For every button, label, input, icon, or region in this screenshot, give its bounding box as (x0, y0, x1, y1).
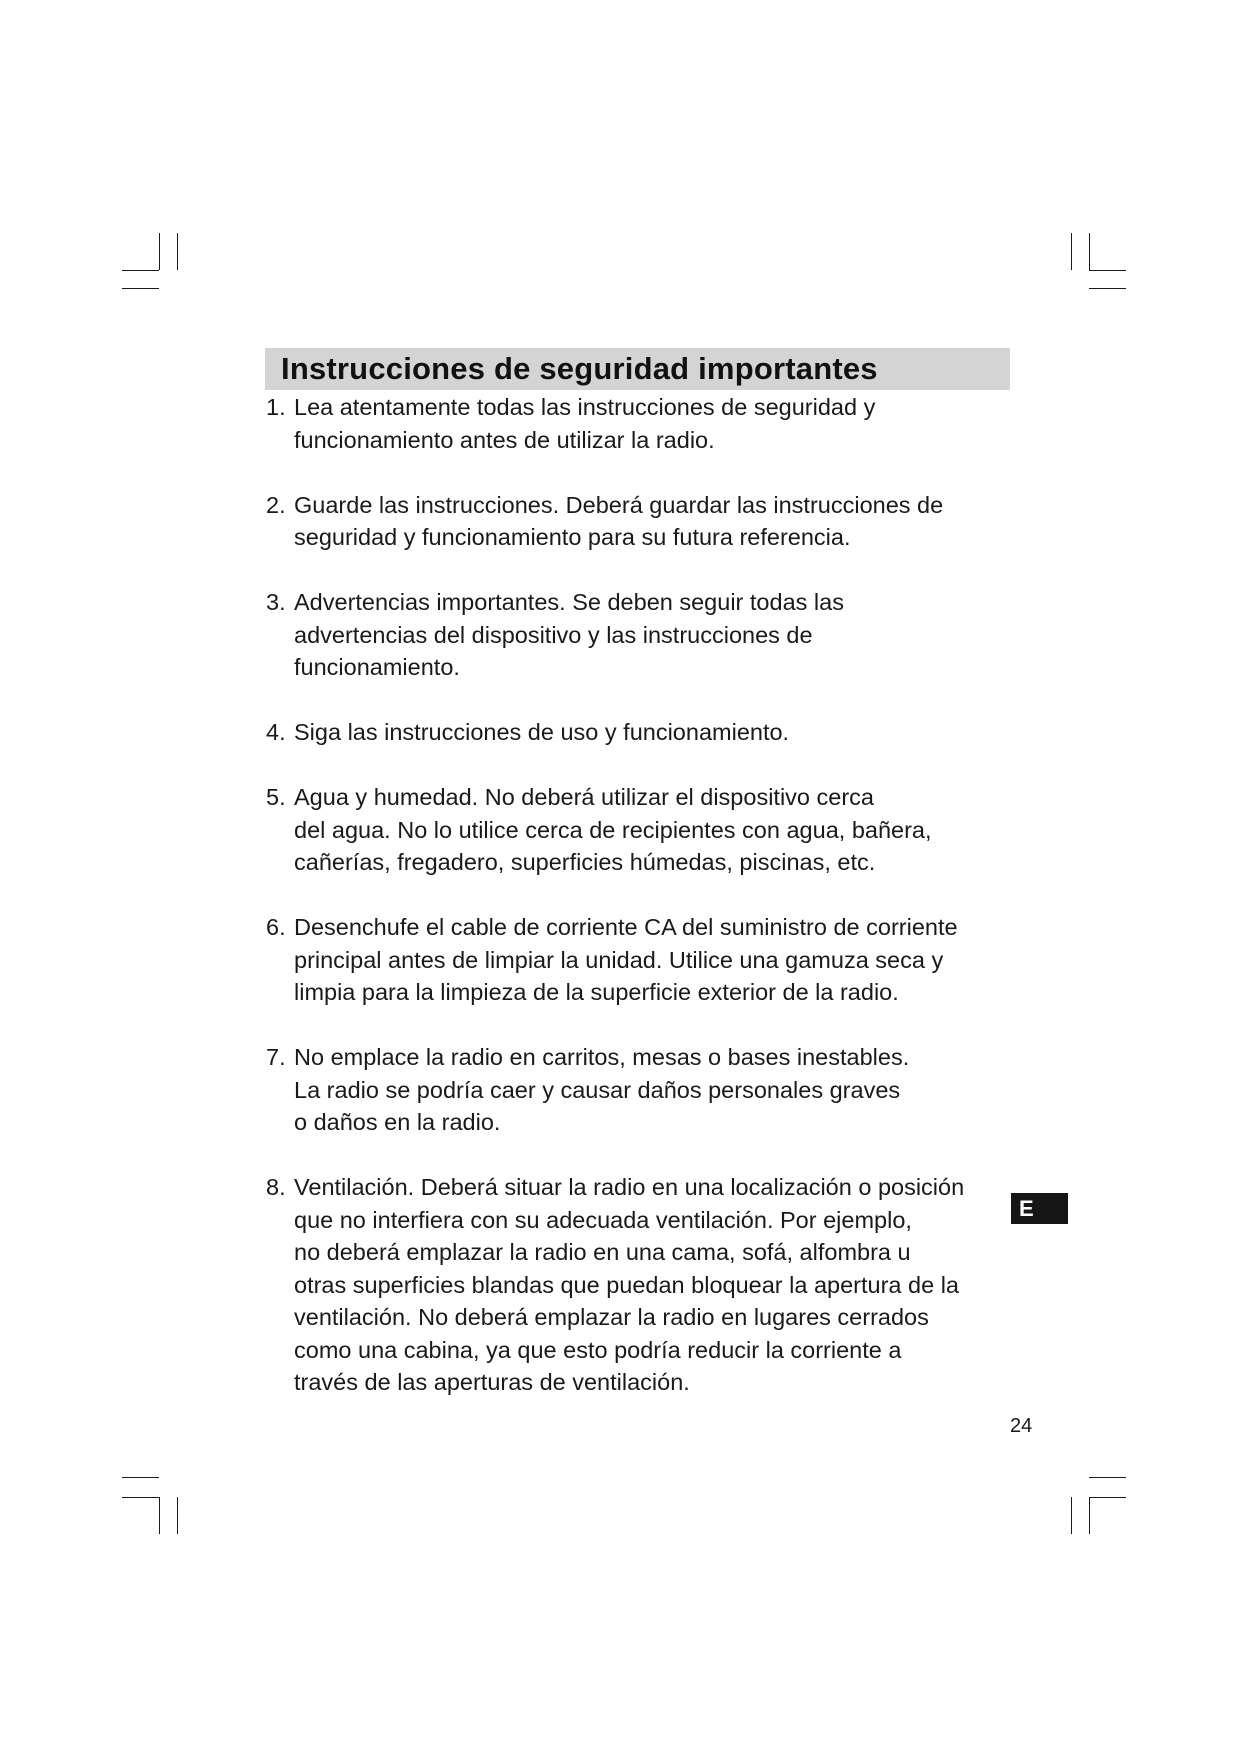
crop-mark (1071, 1497, 1072, 1534)
crop-mark (177, 1497, 178, 1534)
list-item (266, 911, 1026, 1009)
item-text-line: No emplace la radio en carritos, mesas o bases inestables. (294, 1044, 910, 1070)
page-number: 24 (1010, 1415, 1033, 1437)
item-text-line: cañerías, fregadero, superficies húmedas, piscinas, etc. (294, 849, 876, 875)
item-text-line: funcionamiento. (294, 654, 460, 680)
crop-mark (177, 233, 178, 270)
item-text-line: seguridad y funcionamiento para su futura referencia. (294, 524, 851, 550)
item-text-line: otras superficies blandas que puedan bloquear la apertura de la (294, 1271, 959, 1298)
instructions-list (266, 391, 1026, 1431)
crop-mark (122, 1477, 159, 1478)
crop-mark (1089, 233, 1090, 270)
item-text-line: Siga las instrucciones de uso y funcionamiento. (294, 719, 790, 745)
item-text-line: del agua. No lo utilice cerca de recipientes con agua, bañera, (294, 816, 932, 843)
item-number: 5. (266, 784, 286, 810)
item-number: 6. (266, 914, 286, 940)
item-text-line: advertencias del dispositivo y las instrucciones de (294, 621, 813, 648)
page-title: Instrucciones de seguridad importantes (281, 351, 878, 386)
item-text-line: funcionamiento antes de utilizar la radio. (294, 426, 715, 453)
crop-mark (122, 288, 159, 289)
item-number: 7. (266, 1044, 286, 1070)
item-text-line: Agua y humedad. No deberá utilizar el dispositivo cerca (294, 784, 874, 810)
crop-mark (122, 1497, 159, 1498)
item-number: 3. (266, 589, 286, 615)
crop-mark (159, 1497, 160, 1534)
item-text-line: no deberá emplazar la radio en una cama, sofá, alfombra u (294, 1239, 911, 1265)
crop-mark (1089, 270, 1126, 271)
crop-mark (1071, 233, 1072, 270)
item-text-line: La radio se podría caer y causar daños personales graves (294, 1076, 901, 1103)
item-number: 1. (266, 394, 286, 420)
item-text-line: que no interfiera con su adecuada ventilación. Por ejemplo, (294, 1206, 912, 1233)
list-item (266, 489, 1026, 554)
list-item (266, 586, 1026, 684)
crop-mark (159, 233, 160, 270)
item-text-line: o daños en la radio. (294, 1109, 501, 1135)
item-text-line: Desenchufe el cable de corriente CA del suministro de corriente (294, 914, 958, 940)
item-text-line: Advertencias importantes. Se deben seguir todas las (294, 589, 844, 615)
crop-mark (1089, 1497, 1126, 1498)
crop-mark (1089, 288, 1126, 289)
list-item (266, 1171, 1026, 1399)
section-heading-bar (265, 348, 1010, 390)
list-item (266, 716, 1026, 749)
list-item (266, 1041, 1026, 1139)
crop-mark (1089, 1497, 1090, 1534)
item-number: 4. (266, 719, 286, 745)
item-text-line: ventilación. No deberá emplazar la radio en lugares cerrados (294, 1304, 929, 1330)
language-tab: E (1011, 1193, 1068, 1224)
crop-mark (122, 270, 159, 271)
list-item (266, 391, 1026, 456)
item-text-line: principal antes de limpiar la unidad. Utilice una gamuza seca y (294, 946, 944, 973)
item-text-line: Guarde las instrucciones. Deberá guardar las instrucciones de (294, 491, 944, 518)
item-text-line: Ventilación. Deberá situar la radio en una localización o posición (294, 1174, 965, 1200)
crop-mark (1089, 1477, 1126, 1478)
item-text-line: como una cabina, ya que esto podría reducir la corriente a (294, 1336, 902, 1363)
item-number: 8. (266, 1174, 286, 1200)
item-text-line: limpia para la limpieza de la superficie exterior de la radio. (294, 979, 899, 1005)
item-text-line: través de las aperturas de ventilación. (294, 1369, 690, 1395)
item-number: 2. (266, 491, 286, 518)
list-item (266, 781, 1026, 879)
item-text-line: Lea atentamente todas las instrucciones de seguridad y (294, 394, 876, 420)
